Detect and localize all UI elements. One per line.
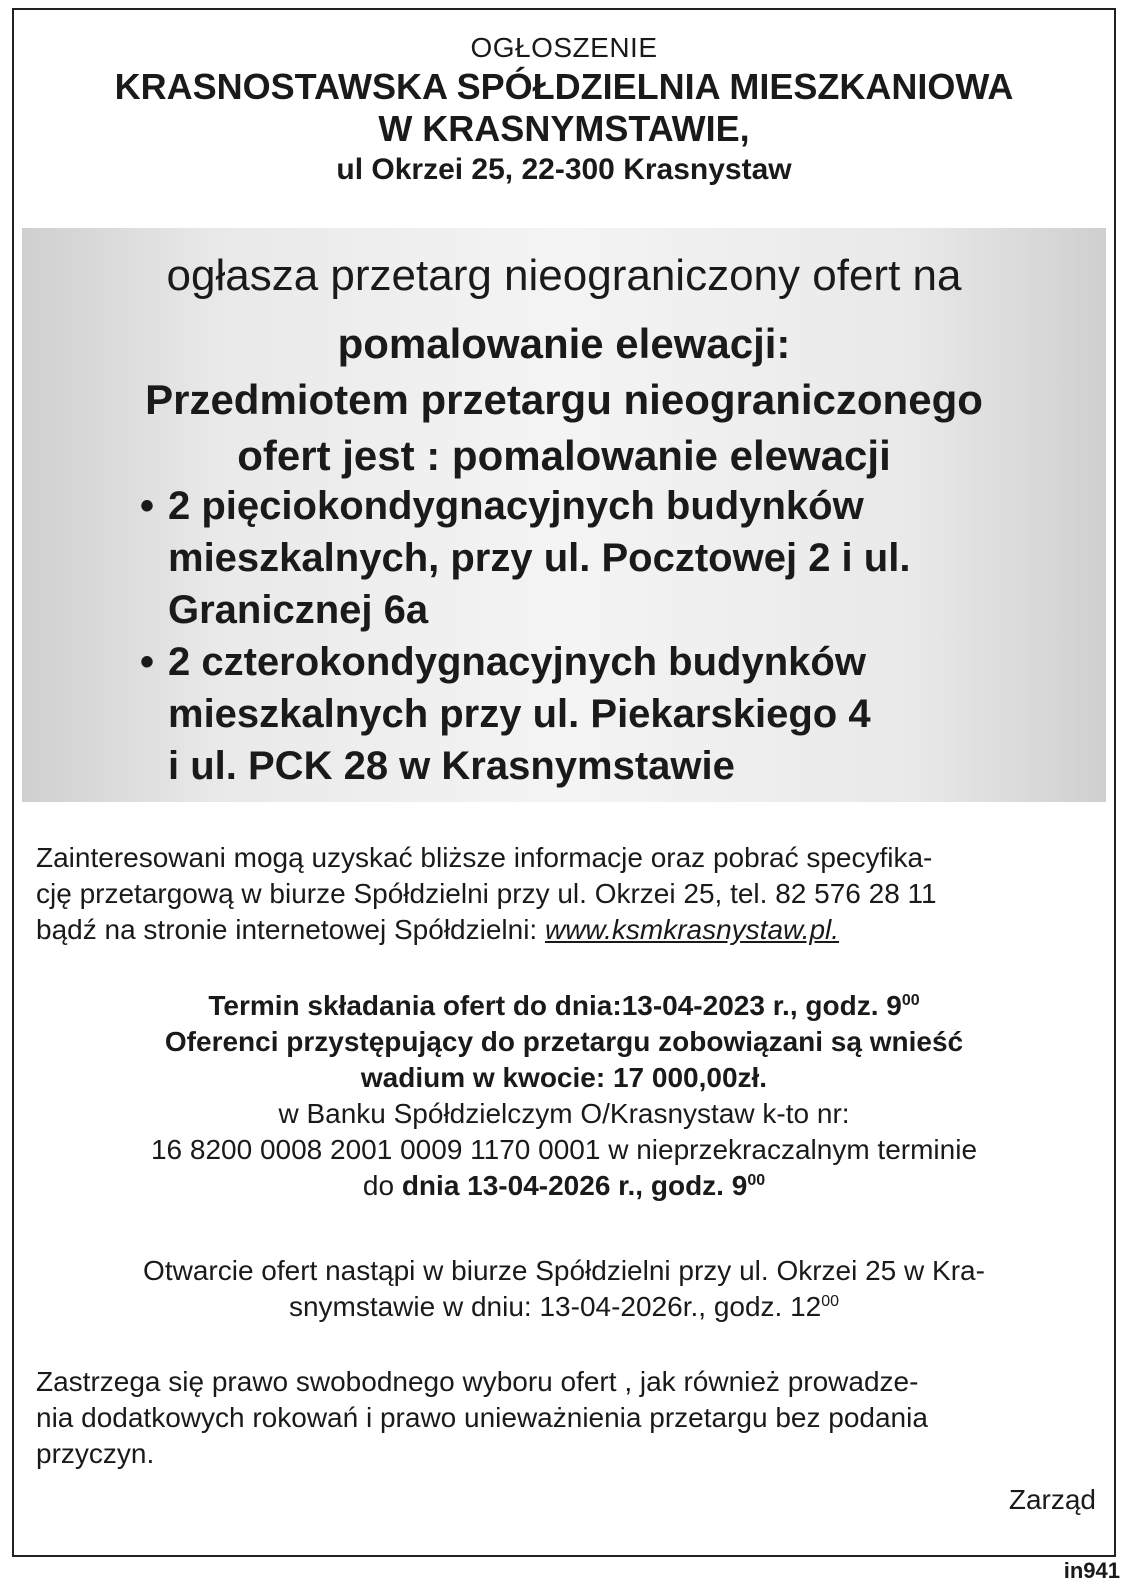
announcement-frame <box>12 8 1116 1557</box>
info-line: Zainteresowani mogą uzyskać bliższe informacje oraz pobrać specyfika- <box>36 842 933 873</box>
list-item-line: Granicznej 6a <box>168 588 429 632</box>
list-item <box>140 636 1086 792</box>
signature: Zarząd <box>1008 1484 1096 1515</box>
reservation-paragraph <box>36 1364 1096 1472</box>
info-line: cję przetargową w biurze Spółdzielni przy ul. Okrzei 25, tel. 82 576 28 11 <box>36 878 937 909</box>
list-item-line: 2 pięciokondygnacyjnych budynków <box>168 484 864 528</box>
tender-subject <box>22 316 1106 484</box>
opening-minutes: 00 <box>821 1293 840 1310</box>
tender-highlight-box <box>22 228 1106 802</box>
info-line-text: bądź na stronie internetowej Spółdzielni: <box>36 914 545 945</box>
tender-subject-line2: Przedmiotem przetargu nieograniczonego <box>145 376 983 423</box>
reservation-line: nia dodatkowych rokowań i prawo unieważnienia przetargu bez podania <box>36 1402 928 1433</box>
info-line <box>36 912 1096 948</box>
website-link[interactable]: www.ksmkrasnystaw.pl. <box>544 914 840 945</box>
bank-line: w Banku Spółdzielczym O/Krasnystaw k-to nr: <box>278 1098 850 1129</box>
deadline-text: Termin składania ofert do dnia:13-04-2023 r., godz. 9 <box>208 990 902 1021</box>
list-item-line: mieszkalnych, przy ul. Pocztowej 2 i ul. <box>168 536 911 580</box>
tender-subject-line1: pomalowanie elewacji: <box>337 320 791 367</box>
ad-code: in941 <box>1063 1558 1120 1583</box>
terms-block <box>14 988 1114 1204</box>
bullet: • <box>140 640 155 684</box>
until-line <box>14 1168 1114 1204</box>
tender-subject-line3: ofert jest : pomalowanie elewacji <box>237 432 891 479</box>
header <box>14 30 1114 190</box>
opening-paragraph <box>14 1253 1114 1325</box>
org-address: ul Okrzei 25, 22-300 Krasnystaw <box>336 153 792 186</box>
announcement-label: OGŁOSZENIE <box>470 32 658 63</box>
org-name-line2: W KRASNYMSTAWIE, <box>378 108 750 149</box>
opening-line <box>14 1289 1114 1325</box>
opening-line-text: snymstawie w dniu: 13-04-2026r., godz. 12 <box>288 1291 822 1322</box>
buildings-list <box>140 480 1086 792</box>
list-item-line: 2 czterokondygnacyjnych budynków <box>168 640 866 684</box>
obligation-line: Oferenci przystępujący do przetargu zobowiązani są wnieść <box>164 1026 964 1057</box>
until-minutes: 00 <box>747 1172 766 1189</box>
until-prefix: do <box>362 1170 402 1201</box>
deadline-line <box>14 988 1114 1024</box>
bullet: • <box>140 484 155 528</box>
list-item-line: i ul. PCK 28 w Krasnymstawie <box>168 744 735 788</box>
deadline-minutes: 00 <box>901 992 920 1009</box>
wadium-line: wadium w kwocie: 17 000,00zł. <box>360 1062 768 1093</box>
opening-line: Otwarcie ofert nastąpi w biurze Spółdzielni przy ul. Okrzei 25 w Kra- <box>143 1255 985 1286</box>
reservation-line: Zastrzega się prawo swobodnego wyboru ofert , jak również prowadze- <box>36 1366 919 1397</box>
account-line: 16 8200 0008 2001 0009 1170 0001 w nieprzekraczalnym terminie <box>150 1134 978 1165</box>
org-name-line1: KRASNOSTAWSKA SPÓŁDZIELNIA MIESZKANIOWA <box>114 66 1014 107</box>
tender-intro: ogłasza przetarg nieograniczony ofert na <box>166 251 962 300</box>
until-date: dnia 13-04-2026 r., godz. 9 <box>401 1170 748 1201</box>
info-paragraph <box>36 840 1096 948</box>
list-item-line: mieszkalnych przy ul. Piekarskiego 4 <box>168 692 871 736</box>
reservation-line: przyczyn. <box>36 1438 155 1469</box>
list-item <box>140 480 1086 636</box>
